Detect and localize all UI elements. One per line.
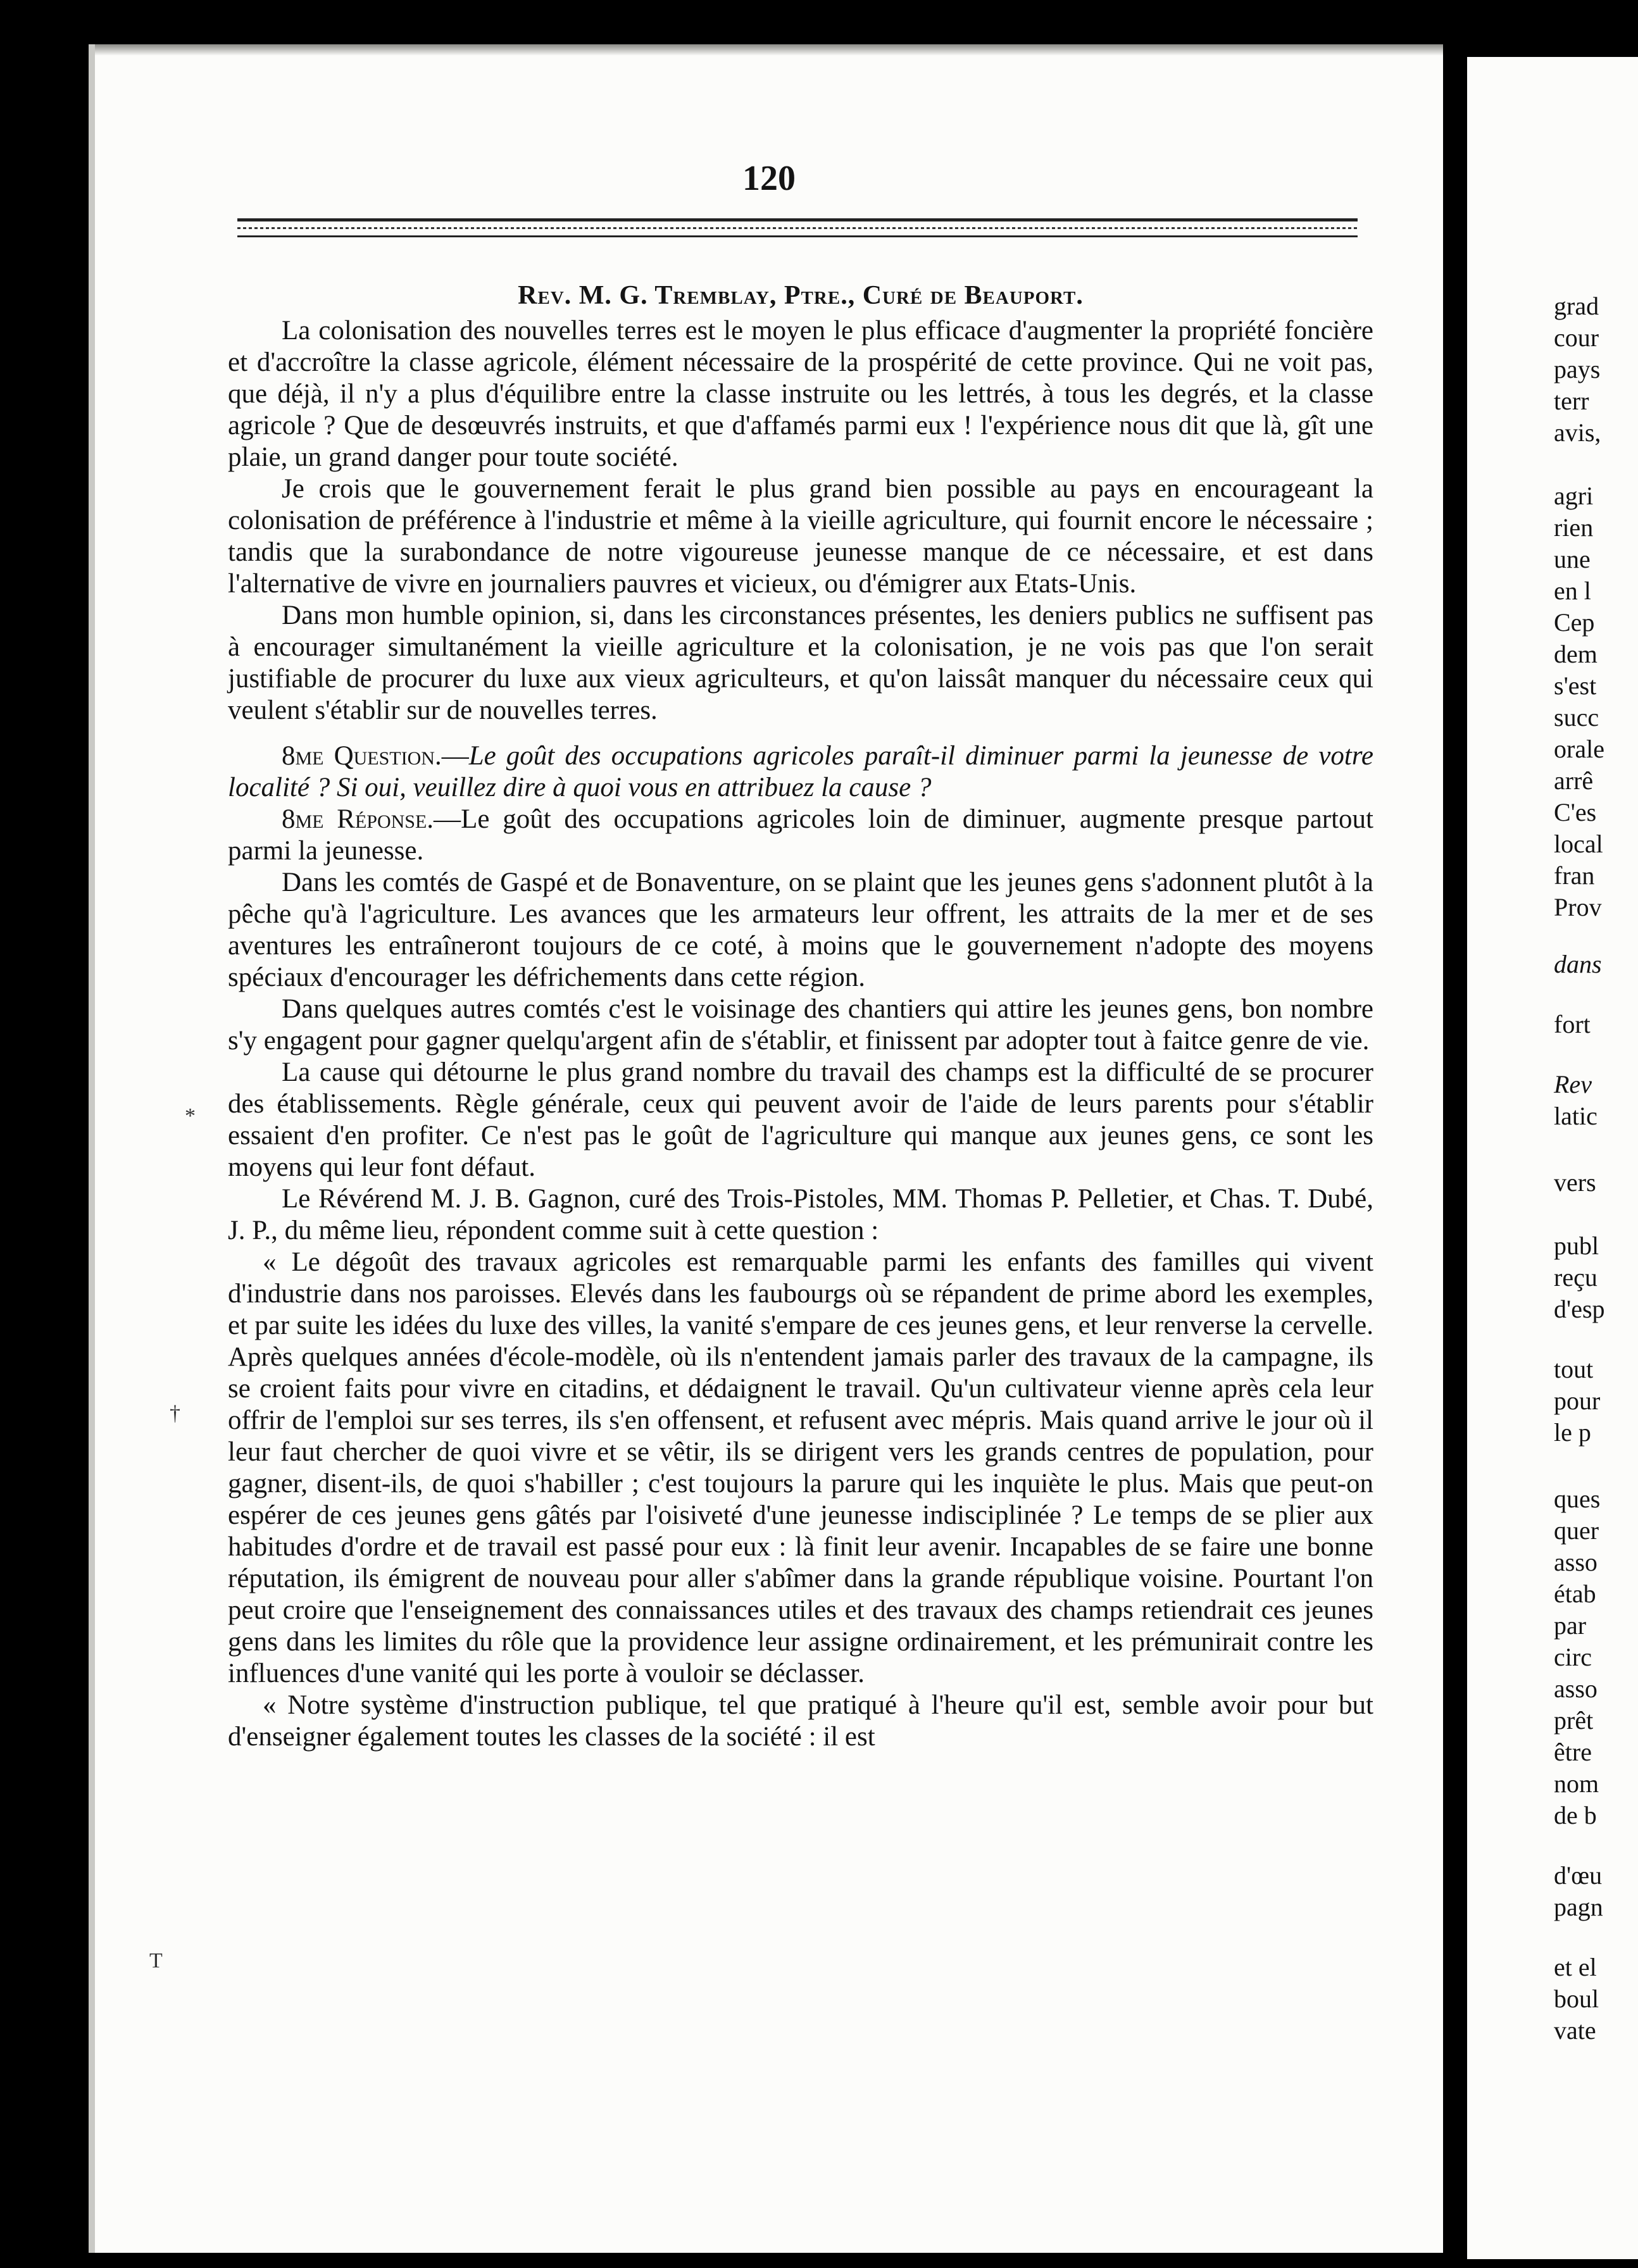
adjacent-text: vate bbox=[1554, 2016, 1596, 2045]
adjacent-text: une bbox=[1554, 545, 1591, 573]
adjacent-page bbox=[1467, 57, 1638, 2259]
paragraph: La colonisation des nouvelles terres est le moyen le plus efficace d'augmenter la propriété foncière et d'accroître la classe agricole, élément nécessaire de la prospérité de cette province. Qui ne voit pas, que déjà, il n'y a plus d'équilibre entre la classe instruite ou les lettrés, à tous les degrés, et la classe agricole ? Que de desœuvrés instruits, et que d'affamés parmi eux ! l'expérience nous dit que là, gît une plaie, un grand danger pour toute société. bbox=[228, 316, 1373, 472]
adjacent-text: et el bbox=[1554, 1953, 1597, 1981]
answer-label: 8me Réponse.— bbox=[282, 804, 461, 834]
header-rule bbox=[237, 218, 1358, 237]
adjacent-text: orale bbox=[1554, 735, 1604, 763]
paragraph: Le Révérend M. J. B. Gagnon, curé des Trois-Pistoles, MM. Thomas P. Pelletier, et Chas. T. Dubé, J. P., du même lieu, répondent comme suit à cette question : bbox=[228, 1184, 1373, 1245]
adjacent-text: pays bbox=[1554, 355, 1601, 383]
adjacent-text: dans bbox=[1554, 950, 1602, 978]
adjacent-text: latic bbox=[1554, 1102, 1597, 1130]
adjacent-text: publ bbox=[1554, 1231, 1599, 1260]
adjacent-text: Cep bbox=[1554, 608, 1595, 637]
paragraph: Dans mon humble opinion, si, dans les circonstances présentes, les deniers publics ne suffisent pas à encourager simultanément la vieille agriculture et la colonisation, je ne vois pas que l'on serait justifiable de procurer du luxe aux vieux agriculteurs, et qu'on laissât manquer du nécessaire ceux qui veulent s'établir sur de nouvelles terres. bbox=[228, 601, 1373, 725]
adjacent-text: local bbox=[1554, 830, 1603, 858]
answer-text: Le goût des occupations agricoles loin de diminuer, augmente presque partout parmi la jeunesse. bbox=[228, 804, 1373, 866]
paragraph: Dans quelques autres comtés c'est le voisinage des chantiers qui attire les jeunes gens, bon nombre s'y engagent pour gagner quelqu'argent afin de s'établir, et finissent par adopter tout à faitce genre de vie. bbox=[228, 994, 1373, 1056]
adjacent-text: par bbox=[1554, 1611, 1587, 1640]
adjacent-text: circ bbox=[1554, 1643, 1592, 1671]
answer-8 bbox=[228, 804, 1373, 867]
adjacent-text: fran bbox=[1554, 861, 1595, 890]
adjacent-text: étab bbox=[1554, 1580, 1596, 1608]
adjacent-text: prêt bbox=[1554, 1706, 1594, 1735]
adjacent-text: grad bbox=[1554, 292, 1599, 320]
paragraph: Dans les comtés de Gaspé et de Bonaventure, on se plaint que les jeunes gens s'adonnent plutôt à la pêche qu'à l'agriculture. Les avances que les armateurs leur offrent, les attraits de la mer et de ses aventures les entraîneront toujours de ce coté, à moins que le gouvernement n'adopte des moyens spéciaux d'encourager les défrichements dans cette région. bbox=[228, 868, 1373, 992]
adjacent-text: succ bbox=[1554, 703, 1599, 732]
adjacent-text: fort bbox=[1554, 1010, 1591, 1038]
adjacent-text: d'esp bbox=[1554, 1295, 1605, 1323]
adjacent-text: C'es bbox=[1554, 798, 1597, 826]
adjacent-text: reçu bbox=[1554, 1263, 1597, 1292]
adjacent-text: s'est bbox=[1554, 671, 1597, 700]
margin-mark: * bbox=[185, 1104, 196, 1128]
adjacent-text: d'œu bbox=[1554, 1861, 1603, 1890]
adjacent-text: asso bbox=[1554, 1674, 1597, 1703]
adjacent-text: Prov bbox=[1554, 893, 1602, 921]
quoted-paragraph: « Le dégoût des travaux agricoles est remarquable parmi les enfants des familles qui vivent d'industrie dans nos paroisses. Elevés dans les faubourgs où se répandent de prime abord les exemples, et par suite les idées du luxe des villes, la vanité s'empare de ces jeunes gens, et leur renverse la cervelle. Après quelques années d'école-modèle, où ils n'entendent jamais parler des travaux de la campagne, ils se croient faits pour vivre en citadins, et dédaignent le travail. Qu'un cultivateur vienne après cela leur offrir de l'emploi sur ses terres, ils s'en offensent, et refusent avec mépris. Mais quand arrive le jour où il leur faut chercher de quoi vivre et se vêtir, ils se dirigent vers les grands centres de population, pour gagner, disent-ils, de quoi s'habiller ; c'est toujours la parure qui les inquiète le plus. Mais que peut-on espérer de ces jeunes gens gâtés par l'oisiveté d'une jeunesse indisciplinée ? Le temps de se plier aux habitudes d'ordre et de travail est passé pour eux : là finit leur avenir. Incapables de se faire une bonne réputation, ils émigrent de nouveau pour aller s'abîmer dans la grande république voisine. Pourtant l'on peut croire que l'enseignement des connaissances utiles et des travaux des champs retiendrait ces jeunes gens dans les limites du rôle que la providence leur assigne ordinairement, et les prémunirait contre les influences d'une vanité qui les porte à vouloir se déclasser. bbox=[228, 1247, 1373, 1688]
margin-mark: † bbox=[170, 1402, 180, 1425]
adjacent-text: de b bbox=[1554, 1801, 1597, 1829]
adjacent-text: dem bbox=[1554, 640, 1597, 668]
section-heading: Rev. M. G. Tremblay, Ptre., Curé de Beauport. bbox=[518, 281, 1084, 310]
adjacent-text: en l bbox=[1554, 576, 1591, 605]
adjacent-text: vers bbox=[1554, 1168, 1596, 1197]
adjacent-text: ques bbox=[1554, 1485, 1601, 1513]
question-8 bbox=[228, 740, 1373, 804]
adjacent-text: avis, bbox=[1554, 418, 1601, 447]
adjacent-text: quer bbox=[1554, 1516, 1599, 1545]
gutter bbox=[1456, 57, 1467, 2259]
adjacent-text: tout bbox=[1554, 1355, 1594, 1383]
adjacent-text: Rev bbox=[1554, 1070, 1592, 1099]
adjacent-text: arrê bbox=[1554, 766, 1594, 795]
adjacent-text: agri bbox=[1554, 482, 1594, 510]
adjacent-text: boul bbox=[1554, 1984, 1599, 2013]
quoted-paragraph: « Notre système d'instruction publique, tel que pratiqué à l'heure qu'il est, semble avoir pour but d'enseigner également toutes les classes de la société : il est bbox=[228, 1690, 1373, 1752]
page-edge-shadow bbox=[95, 44, 1443, 56]
adjacent-text: rien bbox=[1554, 513, 1594, 542]
adjacent-text: le p bbox=[1554, 1418, 1591, 1447]
body-text bbox=[228, 280, 1373, 1753]
adjacent-text: asso bbox=[1554, 1548, 1597, 1576]
adjacent-text: pour bbox=[1554, 1386, 1601, 1415]
question-label: 8me Question.— bbox=[282, 741, 469, 771]
adjacent-text: être bbox=[1554, 1738, 1592, 1766]
margin-mark: T bbox=[149, 1949, 163, 1972]
page-number: 120 bbox=[742, 159, 796, 198]
adjacent-text: terr bbox=[1554, 387, 1589, 415]
paragraph: La cause qui détourne le plus grand nombre du travail des champs est la difficulté de se procurer des établissements. Règle générale, ceux qui peuvent avoir de l'aide de leurs parents pour s'établir essaient d'en profiter. Ce n'est pas le goût de l'agriculture qui manque aux jeunes gens, ce sont les moyens qui leur font défaut. bbox=[228, 1057, 1373, 1182]
paragraph: Je crois que le gouvernement ferait le plus grand bien possible au pays en encourageant la colonisation de préférence à l'industrie et même à la vieille agriculture, qui fournit encore le nécessaire ; tandis que la surabondance de notre vigoureuse jeunesse manque de ce nécessaire, et est dans l'alternative de vivre en journaliers pauvres et vicieux, ou d'émigrer aux Etats-Unis. bbox=[228, 474, 1373, 599]
adjacent-text: cour bbox=[1554, 323, 1599, 352]
adjacent-text: pagn bbox=[1554, 1893, 1603, 1921]
left-page bbox=[89, 44, 1443, 2253]
question-text: Le goût des occupations agricoles paraît-il diminuer parmi la jeunesse de votre localité ? Si oui, veuillez dire à quoi vous en attribuez la cause ? bbox=[228, 741, 1374, 802]
adjacent-text: nom bbox=[1554, 1769, 1599, 1798]
